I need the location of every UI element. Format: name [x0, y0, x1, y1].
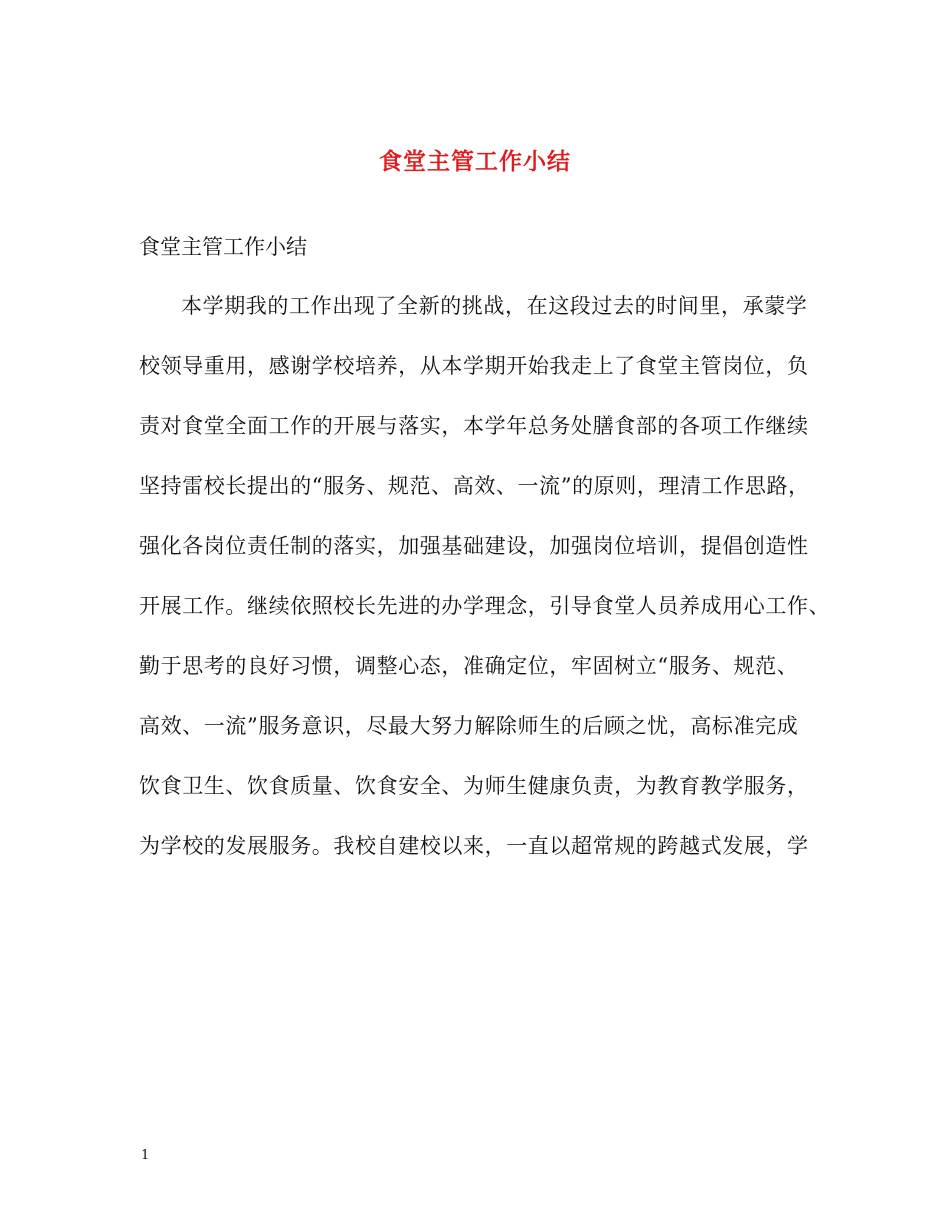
document-subtitle: 食堂主管工作小结	[139, 235, 307, 259]
body-line: 强化各岗位责任制的落实，加强基础建设，加强岗位培训，提倡创造性	[139, 534, 809, 558]
page-number: 1	[141, 1148, 150, 1163]
body-line: 校领导重用，感谢学校培养，从本学期开始我走上了食堂主管岗位，负	[139, 354, 809, 378]
body-line: 本学期我的工作出现了全新的挑战，在这段过去的时间里，承蒙学	[181, 294, 808, 318]
body-text	[139, 291, 829, 891]
body-line: 饮食卫生、饮食质量、饮食安全、为师生健康负责，为教育教学服务，	[139, 774, 809, 798]
body-line: 高效、一流”服务意识，尽最大努力解除师生的后顾之忧，高标准完成	[139, 714, 799, 738]
body-line: 开展工作。继续依照校长先进的办学理念，引导食堂人员养成用心工作、	[139, 594, 831, 618]
body-line: 勤于思考的良好习惯，调整心态，准确定位，牢固树立“服务、规范、	[139, 654, 799, 678]
body-line: 责对食堂全面工作的开展与落实，本学年总务处膳食部的各项工作继续	[139, 414, 809, 438]
document-title: 食堂主管工作小结	[379, 148, 571, 175]
body-line: 为学校的发展服务。我校自建校以来，一直以超常规的跨越式发展，学	[139, 834, 809, 858]
body-line: 坚持雷校长提出的“服务、规范、高效、一流”的原则，理清工作思路，	[139, 474, 810, 498]
